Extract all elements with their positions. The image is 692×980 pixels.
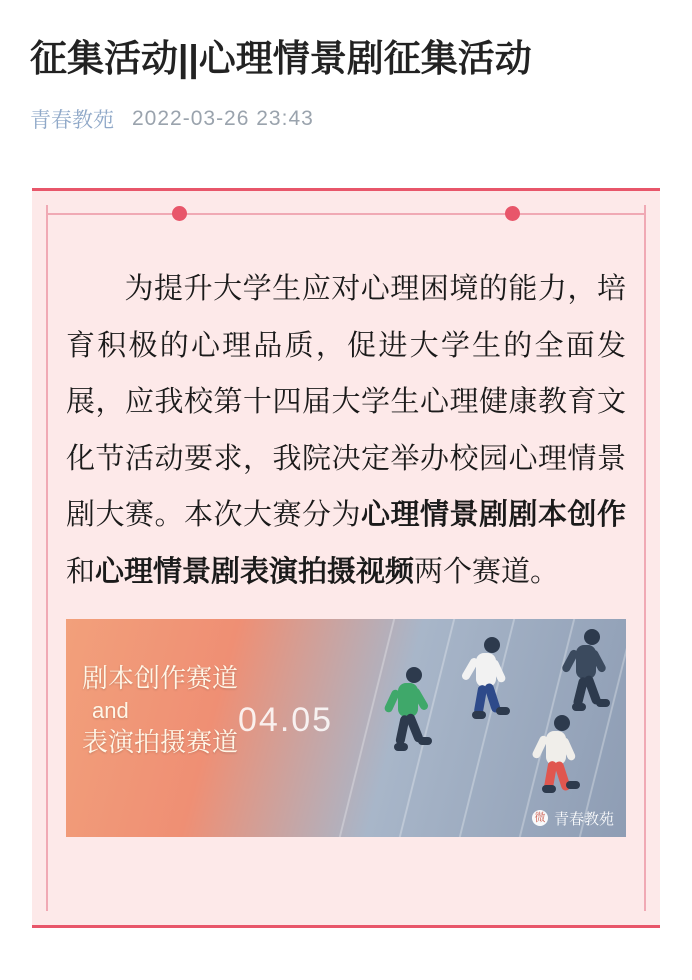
paragraph-segment-2: 两个赛道。 bbox=[414, 555, 560, 588]
paragraph-bold-2: 心理情景剧表演拍摄视频 bbox=[95, 555, 415, 588]
page-title: 征集活动||心理情景剧征集活动 bbox=[30, 38, 532, 79]
poster-watermark bbox=[532, 808, 614, 829]
wechat-icon: 微 bbox=[532, 810, 548, 826]
watermark-label: 青春教苑 bbox=[553, 810, 614, 828]
publish-date: 2022-03-26 23:43 bbox=[132, 107, 314, 131]
paragraph-bold-1: 心理情景剧剧本创作 bbox=[360, 499, 626, 532]
poster-line-2: and bbox=[92, 697, 129, 723]
poster-line-3: 表演拍摄赛道 bbox=[82, 727, 239, 758]
poster-image[interactable] bbox=[66, 619, 626, 837]
article-meta bbox=[0, 82, 692, 134]
content-card bbox=[32, 188, 660, 928]
paragraph-conjunction: 和 bbox=[66, 555, 96, 588]
paragraph-segment-1: 为提升大学生应对心理困境的能力，培育积极的心理品质，促进大学生的全面发展，应我校第十四届大学生心理健康教育文化节活动要求，我院决定举办校园心理情景剧大赛。本次大赛分为 bbox=[66, 273, 626, 532]
card-paragraph bbox=[32, 191, 660, 600]
poster-date: 04.05 bbox=[238, 700, 334, 739]
author-link[interactable]: 青春教苑 bbox=[30, 109, 114, 133]
poster-line-1: 剧本创作赛道 bbox=[82, 662, 239, 693]
poster-caption bbox=[82, 661, 238, 761]
